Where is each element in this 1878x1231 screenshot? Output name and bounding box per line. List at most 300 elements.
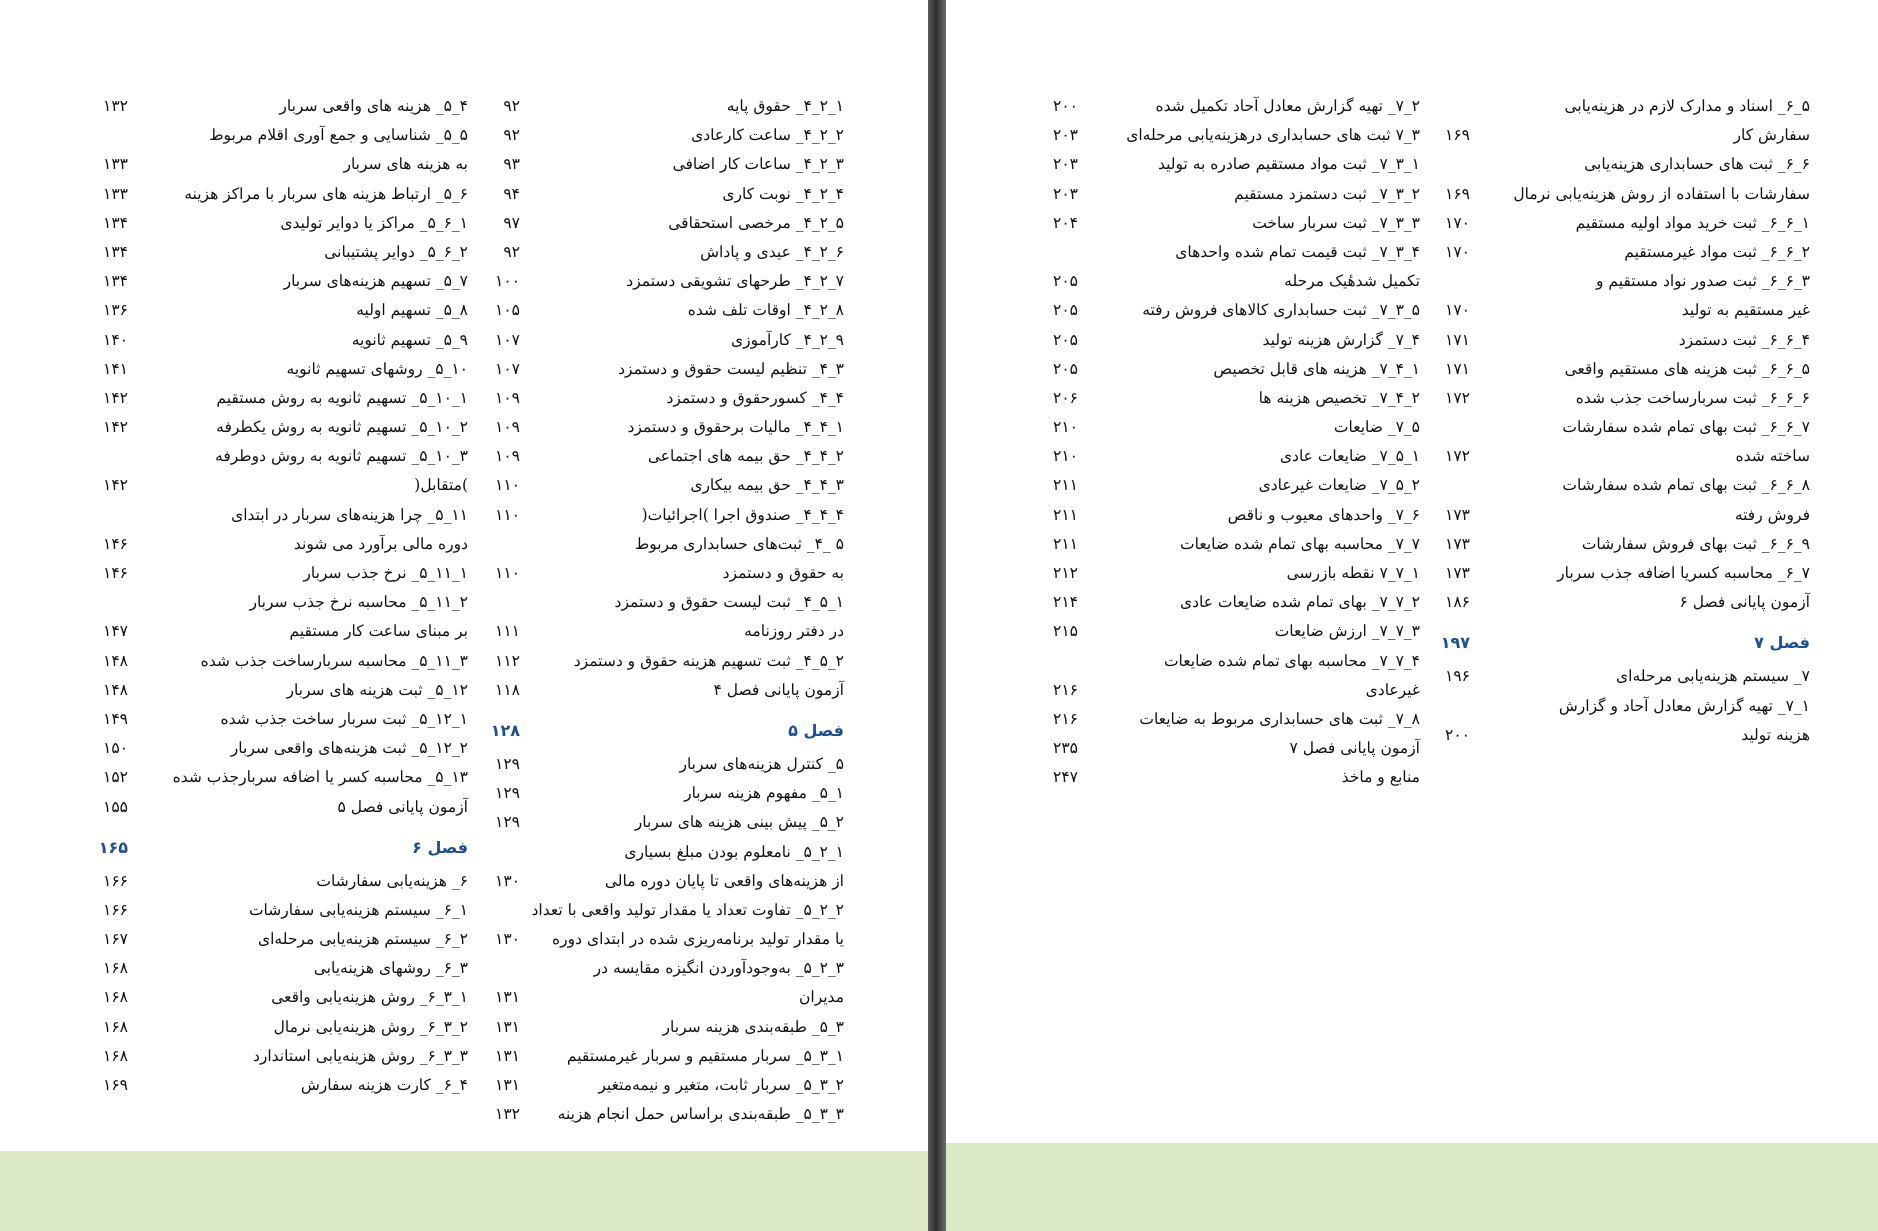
entry-title: ۲_۳_۷_ ثبت دستمزد مستقیم [1234, 184, 1420, 203]
page-number: ۱۳۱ [495, 1046, 520, 1065]
entry-title: آزمون پایانی فصل ۷ [1289, 739, 1420, 758]
entry-title: ۹_۲_۴_ کارآموزی [731, 330, 844, 349]
toc-entry [1038, 705, 1420, 734]
entry-title: غیرعادی [1365, 680, 1420, 699]
toc-entry [88, 471, 468, 500]
entry-title: ۶_۵_ ارتباط هزینه های سربار با مراکز هزینه [184, 184, 468, 203]
toc-entry [1430, 442, 1810, 471]
entry-title: ۱_۲_۴_ حقوق پایه [726, 97, 844, 115]
page-number: ۱۷۳ [1445, 534, 1470, 553]
entry-title: مدیران [799, 988, 844, 1007]
entry-title: ۱_۵_۴_ ثبت لیست حقوق و دستمزد [614, 593, 844, 612]
entry-title: ۲_۲_۵_ تفاوت تعداد یا مقدار تولید واقعی با تعداد [531, 900, 844, 919]
page-number: ۱۶۷ [103, 930, 128, 949]
entry-title: ۳_۱۰_۵_ تسهیم ثانویه به روش دوطرفه [215, 447, 468, 466]
entry-title: ۲_۵_ پیش بینی هزینه های سربار [634, 813, 844, 832]
toc-entry [480, 384, 844, 413]
entry-title: غیر مستقیم به تولید [1681, 301, 1810, 320]
page-number: ۱۳۲ [103, 97, 128, 115]
page-number: ۹۲ [503, 97, 520, 115]
page-number: ۲۱۰ [1053, 447, 1078, 466]
toc-entry [1430, 413, 1810, 442]
entry-title: ۴_۴_۴_ صندوق اجرا )اجرائیات( [641, 505, 844, 524]
page-number: ۹۳ [503, 155, 520, 174]
page-number: ۱۱۰ [495, 476, 520, 495]
entry-title: ۴_۳_۷_ ثبت قیمت تمام شده واحدهای [1175, 242, 1420, 261]
entry-title: ۲_۶_۵_ دوایر پشتیبانی [324, 242, 468, 261]
entry-title: ۱۰_۵_ روشهای تسهیم ثانویه [286, 359, 468, 378]
entry-title: ۱_۵_۷_ ضایعات عادی [1279, 447, 1420, 466]
page-number: ۲۱۴ [1053, 593, 1078, 612]
entry-title: )متقابل( [414, 476, 468, 495]
toc-entry [1038, 442, 1420, 471]
page-number: ۹۲ [503, 242, 520, 261]
page-number: ۱۲۹ [495, 784, 520, 803]
page-number: ۱۴۲ [103, 388, 128, 407]
page-number: ۱۳۱ [495, 1076, 520, 1094]
page-number: ۲۰۰ [1053, 97, 1078, 115]
toc-entry [480, 121, 844, 150]
toc-entry [1430, 180, 1810, 209]
entry-title: ۱_۵_ مفهوم هزینه سربار [684, 784, 844, 803]
page-number: ۱۳۴ [103, 272, 128, 291]
entry-title: ۷_۶_۶_ ثبت بهای تمام شده سفارشات [1562, 418, 1810, 437]
page-number: ۱۴۶ [103, 534, 128, 553]
page-number: ۱۳۳ [103, 184, 128, 203]
entry-title: ۳_۶_ روشهای هزینه‌یابی [313, 959, 468, 978]
page-number: ۱۰۷ [495, 359, 520, 378]
toc-entry [88, 763, 468, 792]
entry-title: ۱_۳_۷_ ثبت مواد مستقیم صادره به تولید [1157, 155, 1420, 174]
entry-title: ۲_۱۰_۵_ تسهیم ثانویه به روش یکطرفه [216, 418, 468, 437]
toc-entry [1038, 326, 1420, 355]
entry-title: ۱_۷_۷ نقطه بازرسی [1286, 564, 1420, 582]
page-number: ۲۰۳ [1053, 155, 1078, 174]
page-number: ۱۴۰ [103, 330, 128, 349]
page-number: ۱۷۱ [1445, 359, 1470, 378]
toc-entry [480, 180, 844, 209]
entry-title: ۹_۵_ تسهیم ثانویه [351, 330, 468, 349]
toc-entry [88, 442, 468, 471]
toc-entry [1038, 296, 1420, 325]
toc-entry [1430, 121, 1810, 150]
entry-title: سفارشات با استفاده از روش هزینه‌یابی نرمال [1513, 184, 1810, 203]
page-number: ۱۷۰ [1445, 242, 1470, 261]
entry-title: ۱_۳_۶_ روش هزینه‌یابی واقعی [271, 988, 468, 1007]
page-number: ۱۷۰ [1445, 213, 1470, 232]
page-number: ۹۴ [503, 184, 520, 203]
entry-title: ۳_۲_۵_ به‌وجودآوردن انگیزه مقایسه در [593, 959, 844, 978]
entry-title: ۲_۳_۵_ سربار ثابت، متغیر و نیمه‌متغیر [598, 1076, 844, 1094]
entry-title: ۱_۱۰_۵_ تسهیم ثانویه به روش مستقیم [216, 388, 468, 407]
toc-entry [480, 896, 844, 925]
entry-title: ۵_۷_ ضایعات [1333, 418, 1420, 437]
toc-entry [480, 867, 844, 896]
footer-band [0, 1151, 928, 1231]
page-number: ۱۳۳ [103, 155, 128, 174]
page-number: ۱۶۶ [103, 871, 128, 890]
page-number: ۱۲۸ [490, 720, 520, 740]
toc-column-right [1430, 92, 1810, 750]
toc-entry [480, 296, 844, 325]
page-number: ۱۶۸ [103, 959, 128, 978]
entry-title: ۵_۲_۴_ مرخصی استحقاقی [668, 213, 844, 232]
page-number: ۲۰۴ [1053, 213, 1078, 232]
entry-title: هزینه تولید [1741, 725, 1810, 744]
page-number: ۱۳۰ [495, 871, 520, 890]
entry-title: ۴_۵_ هزینه های واقعی سربار [279, 97, 468, 115]
entry-title: دوره مالی برآورد می شوند [293, 534, 468, 553]
page-number: ۲۰۶ [1053, 388, 1078, 407]
page-number: ۲۴۷ [1053, 768, 1078, 787]
entry-title: آزمون پایانی فصل ۴ [713, 680, 844, 699]
entry-title: ۷_۷_ محاسبه بهای تمام شده ضایعات [1180, 534, 1420, 553]
entry-title: ۴_۶_۶_ ثبت دستمزد [1678, 330, 1810, 349]
page-number: ۲۰۵ [1053, 301, 1078, 320]
page-number: ۱۸۶ [1445, 593, 1470, 612]
entry-title: ۲_۴_۷_ تخصیص هزینه ها [1258, 388, 1420, 407]
page-number: ۱۶۵ [98, 837, 128, 857]
entry-title: ۷_۵_ تسهیم هزینه‌های سربار [283, 272, 468, 291]
page-number: ۱۶۹ [103, 1076, 128, 1094]
toc-entry [88, 925, 468, 954]
entry-title: ۱_۶_ سیستم هزینه‌یابی سفارشات [248, 900, 468, 919]
entry-title: ۵_ کنترل هزینه‌های سربار [679, 754, 844, 773]
toc-entry [1038, 355, 1420, 384]
entry-title: ۴_۷_ گزارش هزینه تولید [1262, 330, 1420, 349]
toc-entry [88, 1013, 468, 1042]
page-number: ۲۱۲ [1053, 564, 1078, 582]
toc-entry [480, 150, 844, 179]
page-number: ۲۳۵ [1053, 739, 1078, 758]
entry-title: ۳_۳_۶_ روش هزینه‌یابی استاندارد [252, 1046, 468, 1065]
toc-entry [88, 501, 468, 530]
left-page [0, 0, 928, 1231]
toc-entry [480, 238, 844, 267]
page-number: ۱۴۲ [103, 418, 128, 437]
entry-title: ۸_۶_۶_ ثبت بهای تمام شده سفارشات [1562, 476, 1810, 495]
toc-entry [480, 326, 844, 355]
page-number: ۱۳۲ [495, 1105, 520, 1124]
page-number: ۱۰۵ [495, 301, 520, 320]
entry-title: ۵_۵_ شناسایی و جمع آوری اقلام مربوط [209, 126, 468, 145]
page-number: ۱۶۸ [103, 1017, 128, 1036]
entry-title: ۳_۲_۴_ ساعات کار اضافی [672, 155, 844, 174]
toc-entry [480, 471, 844, 500]
page-number: ۱۳۶ [103, 301, 128, 320]
page-number: ۹۲ [503, 126, 520, 145]
toc-entry [1038, 121, 1420, 150]
entry-title: ۲_۱۲_۵_ ثبت هزینه‌های واقعی سربار [230, 739, 468, 758]
entry-title: آزمون پایانی فصل ۵ [337, 797, 468, 816]
page-number: ۱۳۱ [495, 1017, 520, 1036]
entry-title: یا مقدار تولید برنامه‌ریزی شده در ابتدای دوره [552, 930, 844, 949]
toc-entry [480, 1100, 844, 1129]
entry-title: ۷_ سیستم هزینه‌یابی مرحله‌ای [1616, 667, 1810, 686]
toc-entry [1038, 92, 1420, 121]
page-number: ۱۷۳ [1445, 505, 1470, 524]
toc-entry [88, 267, 468, 296]
toc-entry [88, 355, 468, 384]
entry-title: ۷_۲_۴_ طرحهای تشویقی دستمزد [626, 272, 844, 291]
toc-entry [1038, 647, 1420, 676]
page-number: ۱۹۷ [1440, 633, 1470, 653]
toc-column-left [88, 92, 468, 1100]
page-number: ۱۵۲ [103, 768, 128, 787]
page-number: ۱۱۰ [495, 505, 520, 524]
entry-title: ۹_۶_۶_ ثبت بهای فروش سفارشات [1581, 534, 1810, 553]
toc-entry [1430, 471, 1810, 500]
page-number: ۱۶۶ [103, 900, 128, 919]
toc-entry [480, 1042, 844, 1071]
entry-title: ۳_۴_۴_ حق بیمه بیکاری [690, 476, 844, 495]
entry-title: ۳_۷_۷_ ارزش ضایعات [1274, 622, 1420, 641]
entry-title: ۱_۶_۶_ ثبت خرید مواد اولیه مستقیم [1575, 213, 1810, 232]
entry-title: ۸_۲_۴_ اوقات تلف شده [687, 301, 844, 320]
toc-column-left [1038, 92, 1420, 793]
toc-entry [88, 676, 468, 705]
page-number: ۱۴۸ [103, 680, 128, 699]
toc-entry [480, 808, 844, 837]
entry-title: ۵_۶_ اسناد و مدارک لازم در هزینه‌یابی [1564, 97, 1810, 115]
toc-entry [1430, 267, 1810, 296]
entry-title: ۱_۱۱_۵_ نرخ جذب سربار [303, 564, 468, 582]
toc-entry [1038, 267, 1420, 296]
entry-title: ۲_۷_۷_ بهای تمام شده ضایعات عادی [1179, 593, 1420, 612]
entry-title: ۶_۶_۶_ ثبت سربارساخت جذب شده [1575, 388, 1810, 407]
chapter-heading [88, 822, 468, 867]
entry-title: ۴_۴_ کسورحقوق و دستمزد [666, 388, 844, 407]
page-number: ۱۴۲ [103, 476, 128, 495]
toc-entry [1038, 763, 1420, 792]
toc-entry [1430, 588, 1810, 617]
toc-entry [1038, 617, 1420, 646]
page-number: ۲۰۳ [1053, 184, 1078, 203]
entry-title: ساخته شده [1735, 447, 1810, 466]
page-number: ۱۲۹ [495, 813, 520, 832]
page-number: ۱۶۹ [1445, 126, 1470, 145]
page-number: ۱۱۲ [495, 651, 520, 670]
toc-entry [1430, 501, 1810, 530]
entry-title: ۳_۳_۵_ طبقه‌بندی براساس حمل انجام هزینه [557, 1105, 844, 1124]
entry-title: ۵_۶_۶_ ثبت هزینه های مستقیم واقعی [1564, 359, 1810, 378]
chapter-heading [480, 705, 844, 750]
entry-title: ۴_۷_۷_ محاسبه بهای تمام شده ضایعات [1163, 651, 1420, 670]
page-number: ۱۳۴ [103, 213, 128, 232]
toc-entry [1430, 238, 1810, 267]
entry-title: ۳_۵_ طبقه‌بندی هزینه سربار [662, 1017, 844, 1036]
entry-title: ۲_۲_۴_ ساعت کارعادی [691, 126, 844, 145]
toc-entry [88, 647, 468, 676]
entry-title: آزمون پایانی فصل ۶ [1679, 593, 1810, 612]
toc-entry [1430, 692, 1810, 721]
toc-entry [1430, 662, 1810, 691]
page-number: ۱۱۱ [495, 622, 520, 641]
entry-title: ۵ _۴_ ثبت‌های حسابداری مربوط [634, 534, 844, 553]
toc-entry [1038, 413, 1420, 442]
toc-entry [1038, 559, 1420, 588]
page-number: ۱۴۷ [103, 622, 128, 641]
entry-title: به حقوق و دستمزد [722, 564, 844, 582]
entry-title: ۲_۷_ تهیه گزارش معادل آحاد تکمیل شده [1155, 97, 1420, 115]
page-number: ۱۰۰ [495, 272, 520, 291]
entry-title: ۶_۶_ ثبت های حسابداری هزینه‌یابی [1584, 155, 1810, 174]
toc-entry [88, 180, 468, 209]
toc-entry [1038, 588, 1420, 617]
page-number: ۲۰۳ [1053, 126, 1078, 145]
page-number: ۱۶۹ [1445, 184, 1470, 203]
entry-title: ۱_۷_ تهیه گزارش معادل آحاد و گزارش [1558, 696, 1810, 715]
entry-title: در دفتر روزنامه [744, 622, 844, 641]
entry-title: منابع و ماخذ [1341, 768, 1420, 787]
entry-title: فروش رفته [1734, 505, 1810, 524]
toc-entry [1430, 355, 1810, 384]
toc-entry [480, 838, 844, 867]
entry-title: ۱_۶_۵_ مراکز یا دوایر تولیدی [280, 213, 468, 232]
entry-title: ۵_۳_۷_ ثبت حسابداری کالاهای فروش رفته [1142, 301, 1420, 320]
entry-title: ۲_۶_ سیستم هزینه‌یابی مرحله‌ای [257, 930, 468, 949]
page-number: ۱۷۲ [1445, 447, 1470, 466]
toc-entry [88, 734, 468, 763]
page-number: ۱۷۳ [1445, 564, 1470, 582]
page-number: ۱۰۹ [495, 447, 520, 466]
entry-title: از هزینه‌های واقعی تا پایان دوره مالی [604, 871, 844, 890]
page-number: ۲۱۶ [1053, 680, 1078, 699]
toc-entry [480, 983, 844, 1012]
entry-title: ۳_۷ ثبت های حسابداری درهزینه‌یابی مرحله‌ای [1126, 126, 1420, 145]
toc-entry [1038, 238, 1420, 267]
toc-entry [88, 867, 468, 896]
page-number: ۱۴۶ [103, 564, 128, 582]
entry-title: ۱_۴_۷_ هزینه های قابل تخصیص [1213, 359, 1420, 378]
toc-entry [480, 647, 844, 676]
toc-entry [1038, 676, 1420, 705]
page-number: ۱۰۹ [495, 388, 520, 407]
toc-entry [88, 238, 468, 267]
toc-entry [1430, 326, 1810, 355]
toc-entry [88, 296, 468, 325]
entry-title: ۶_۷_ واحدهای معیوب و ناقص [1227, 505, 1420, 524]
toc-entry [88, 954, 468, 983]
toc-entry [480, 954, 844, 983]
toc-entry [88, 530, 468, 559]
page-number: ۱۶۸ [103, 1046, 128, 1065]
page-number: ۱۱۸ [495, 680, 520, 699]
page-number: ۱۴۹ [103, 709, 128, 728]
entry-title: ۱۱_۵_ چرا هزینه‌های سربار در ابتدای [231, 505, 468, 524]
toc-entry [88, 326, 468, 355]
entry-title: ۳_۴_ تنظیم لیست حقوق و دستمزد [618, 359, 844, 378]
entry-title: ۱_۲_۵_ نامعلوم بودن مبلغ بسیاری [624, 842, 844, 861]
entry-title: ۶_ هزینه‌یابی سفارشات [316, 871, 468, 890]
toc-entry [1038, 209, 1420, 238]
toc-entry [1430, 92, 1810, 121]
toc-entry [88, 121, 468, 150]
page-number: ۲۰۵ [1053, 359, 1078, 378]
entry-title: ۷_۶_ محاسبه کسریا اضافه جذب سربار [1557, 564, 1810, 582]
chapter-heading [1430, 617, 1810, 662]
toc-entry [480, 267, 844, 296]
right-page [946, 0, 1878, 1231]
toc-entry [480, 779, 844, 808]
entry-title: ۱۳_۵_ محاسبه کسر یا اضافه سربارجذب شده [172, 768, 468, 787]
entry-title: ۴_۲_۴_ نوبت کاری [722, 184, 844, 203]
page-number: ۹۷ [503, 213, 520, 232]
toc-entry [88, 150, 468, 179]
entry-title: ۱_۴_۴_ مالیات برحقوق و دستمزد [627, 418, 844, 437]
toc-entry [1430, 559, 1810, 588]
toc-column-right [480, 92, 844, 1129]
toc-entry [88, 413, 468, 442]
entry-title: فصل ۷ [1754, 633, 1810, 653]
toc-entry [88, 559, 468, 588]
page-number: ۱۷۱ [1445, 330, 1470, 349]
footer-band [946, 1143, 1878, 1231]
page-number: ۲۱۱ [1053, 534, 1078, 553]
entry-title: ۸_۷_ ثبت های حسابداری مربوط به ضایعات [1139, 709, 1420, 728]
entry-title: به هزینه های سربار [343, 155, 468, 174]
entry-title: ۱_۱۲_۵_ ثبت سربار ساخت جذب شده [220, 709, 468, 728]
toc-entry [480, 1071, 844, 1100]
entry-title: ۲_۱۱_۵_ محاسبه نرخ جذب سربار [249, 593, 468, 612]
page-number: ۱۳۰ [495, 930, 520, 949]
page-number: ۲۱۶ [1053, 709, 1078, 728]
page-number: ۱۶۸ [103, 988, 128, 1007]
page-number: ۱۳۱ [495, 988, 520, 1007]
page-number: ۱۰۷ [495, 330, 520, 349]
entry-title: ۶_۲_۴_ عیدی و پاداش [700, 242, 844, 261]
toc-entry [88, 588, 468, 617]
entry-title: ۳_۳_۷_ ثبت سربار ساخت [1252, 213, 1420, 232]
toc-entry [480, 442, 844, 471]
toc-entry [480, 588, 844, 617]
toc-entry [88, 92, 468, 121]
toc-entry [1038, 734, 1420, 763]
entry-title: ۲_۶_۶_ ثبت مواد غیرمستقیم [1624, 242, 1810, 261]
toc-entry [88, 617, 468, 646]
toc-entry [88, 209, 468, 238]
entry-title: سفارش کار [1733, 126, 1810, 145]
page-number: ۱۷۰ [1445, 301, 1470, 320]
entry-title: ۱_۳_۵_ سربار مستقیم و سربار غیرمستقیم [566, 1046, 844, 1065]
page-number: ۱۵۰ [103, 739, 128, 758]
page-number: ۲۰۵ [1053, 330, 1078, 349]
toc-entry [88, 384, 468, 413]
toc-entry [1038, 501, 1420, 530]
toc-entry [1430, 150, 1810, 179]
page-number: ۱۴۸ [103, 651, 128, 670]
page-number: ۲۱۱ [1053, 505, 1078, 524]
toc-entry [88, 896, 468, 925]
toc-entry [1430, 530, 1810, 559]
page-number: ۱۲۹ [495, 754, 520, 773]
entry-title: ۲_۴_۴_ حق بیمه های اجتماعی [647, 447, 844, 466]
page-number: ۲۰۰ [1445, 725, 1470, 744]
page-number: ۱۱۰ [495, 564, 520, 582]
toc-entry [88, 1042, 468, 1071]
entry-title: ۸_۵_ تسهیم اولیه [356, 301, 468, 320]
entry-title: ۴_۶_ کارت هزینه سفارش [300, 1076, 468, 1094]
page-number: ۱۵۵ [103, 797, 128, 816]
toc-entry [1038, 150, 1420, 179]
toc-entry [1038, 530, 1420, 559]
entry-title: ۲_۵_۷_ ضایعات غیرعادی [1258, 476, 1420, 495]
entry-title: بر مبنای ساعت کار مستقیم [289, 622, 468, 641]
toc-entry [1430, 384, 1810, 413]
toc-entry [1038, 180, 1420, 209]
entry-title: ۳_۶_۶_ ثبت صدور نواد مستقیم و [1595, 272, 1810, 291]
toc-entry [480, 530, 844, 559]
